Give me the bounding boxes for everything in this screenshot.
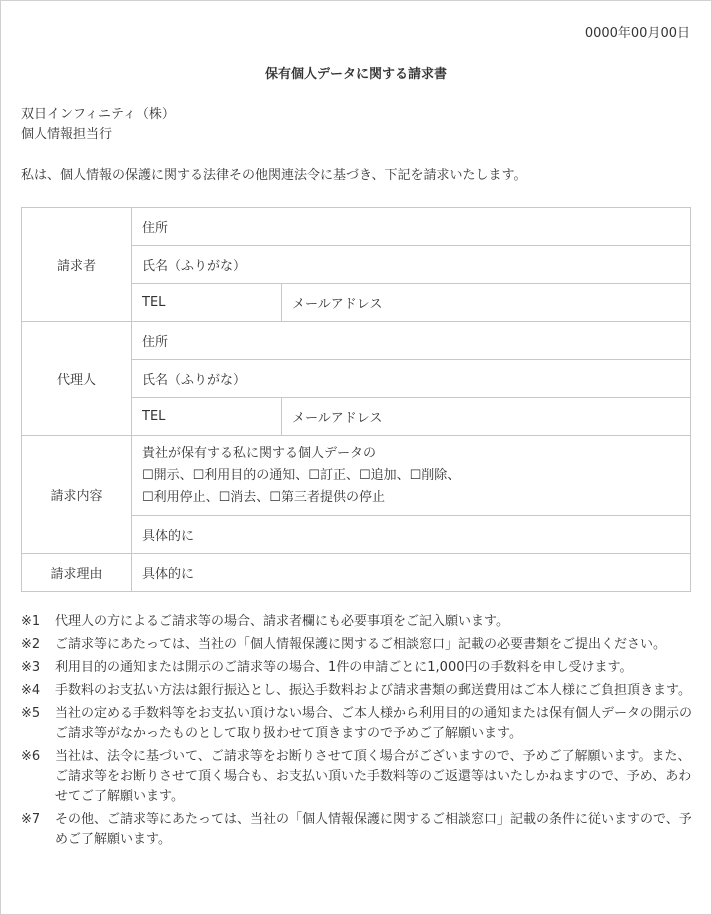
note-mark: ※4 bbox=[21, 683, 41, 698]
intro-text: 私は、個人情報の保護に関する法律その他関連法令に基づき、下記を請求いたします。 bbox=[21, 168, 527, 183]
requester-tel-field[interactable]: TEL bbox=[132, 284, 282, 322]
requester-label: 請求者 bbox=[22, 208, 132, 322]
note-text: 手数料のお支払い方法は銀行振込とし、振込手数料および請求書類の郵送費用はご本人様にご負担頂きます。 bbox=[55, 683, 691, 698]
note-mark: ※3 bbox=[21, 660, 41, 675]
document-title: 保有個人データに関する請求書 bbox=[264, 67, 447, 82]
reason-label: 請求理由 bbox=[22, 554, 132, 592]
addressee-company: 双日インフィニティ（株） bbox=[21, 107, 175, 122]
addressee bbox=[21, 105, 175, 145]
agent-address-row bbox=[22, 322, 691, 360]
note-item bbox=[21, 681, 693, 701]
agent-tel-field[interactable]: TEL bbox=[132, 398, 282, 436]
requester-address-row bbox=[22, 208, 691, 246]
note-item bbox=[21, 635, 693, 655]
note-mark: ※5 bbox=[21, 706, 41, 721]
agent-email-field[interactable]: メールアドレス bbox=[282, 398, 691, 436]
note-mark: ※2 bbox=[21, 637, 41, 652]
note-text: 利用目的の通知または開示のご請求等の場合、1件の申請ごとに1,000円の手数料を申し受けます。 bbox=[55, 660, 633, 675]
note-text: その他、ご請求等にあたっては、当社の「個人情報保護に関するご相談窓口」記載の条件に従いますので、予めご了解願います。 bbox=[55, 812, 692, 847]
content-line-1: 貴社が保有する私に関する個人データの bbox=[142, 445, 377, 461]
note-mark: ※7 bbox=[21, 812, 41, 827]
note-item bbox=[21, 612, 693, 632]
note-mark: ※6 bbox=[21, 749, 41, 764]
notes-list bbox=[21, 612, 693, 853]
content-line-2[interactable]: ☐開示、☐利用目的の通知、☐訂正、☐追加、☐削除、 bbox=[142, 467, 461, 483]
note-mark: ※1 bbox=[21, 614, 41, 629]
note-item bbox=[21, 658, 693, 678]
note-text: 当社は、法令に基づいて、ご請求等をお断りさせて頂く場合がございますので、予めご了解願います。また、ご請求等をお断りさせて頂く場合も、お支払い頂いた手数料等のご返還等はいたしかねますので、予め、あわせてご了解願います。 bbox=[55, 749, 692, 804]
content-line-3[interactable]: ☐利用停止、☐消去、☐第三者提供の停止 bbox=[142, 489, 385, 505]
content-specific-field[interactable]: 具体的に bbox=[132, 516, 691, 554]
note-text: 当社の定める手数料等をお支払い頂けない場合、ご本人様から利用目的の通知または保有個人データの開示のご請求等がなかったものとして取り扱わせて頂きますので予めご了解願います。 bbox=[55, 706, 693, 741]
content-label: 請求内容 bbox=[22, 436, 132, 554]
note-item bbox=[21, 747, 693, 807]
agent-label: 代理人 bbox=[22, 322, 132, 436]
document-date: 0000年00月00日 bbox=[584, 26, 690, 41]
content-options-cell[interactable] bbox=[132, 436, 691, 516]
note-item bbox=[21, 704, 693, 744]
requester-email-field[interactable]: メールアドレス bbox=[282, 284, 691, 322]
agent-address-field[interactable]: 住所 bbox=[132, 322, 691, 360]
agent-name-field[interactable]: 氏名（ふりがな） bbox=[132, 360, 691, 398]
reason-specific-field[interactable]: 具体的に bbox=[132, 554, 691, 592]
note-item bbox=[21, 810, 693, 850]
request-form-table bbox=[21, 207, 691, 592]
requester-address-field[interactable]: 住所 bbox=[132, 208, 691, 246]
note-text: 代理人の方によるご請求等の場合、請求者欄にも必要事項をご記入願います。 bbox=[55, 614, 509, 629]
reason-row bbox=[22, 554, 691, 592]
requester-name-field[interactable]: 氏名（ふりがな） bbox=[132, 246, 691, 284]
addressee-department: 個人情報担当行 bbox=[21, 127, 113, 142]
content-options-row bbox=[22, 436, 691, 516]
note-text: ご請求等にあたっては、当社の「個人情報保護に関するご相談窓口」記載の必要書類をご提出ください。 bbox=[55, 637, 667, 652]
